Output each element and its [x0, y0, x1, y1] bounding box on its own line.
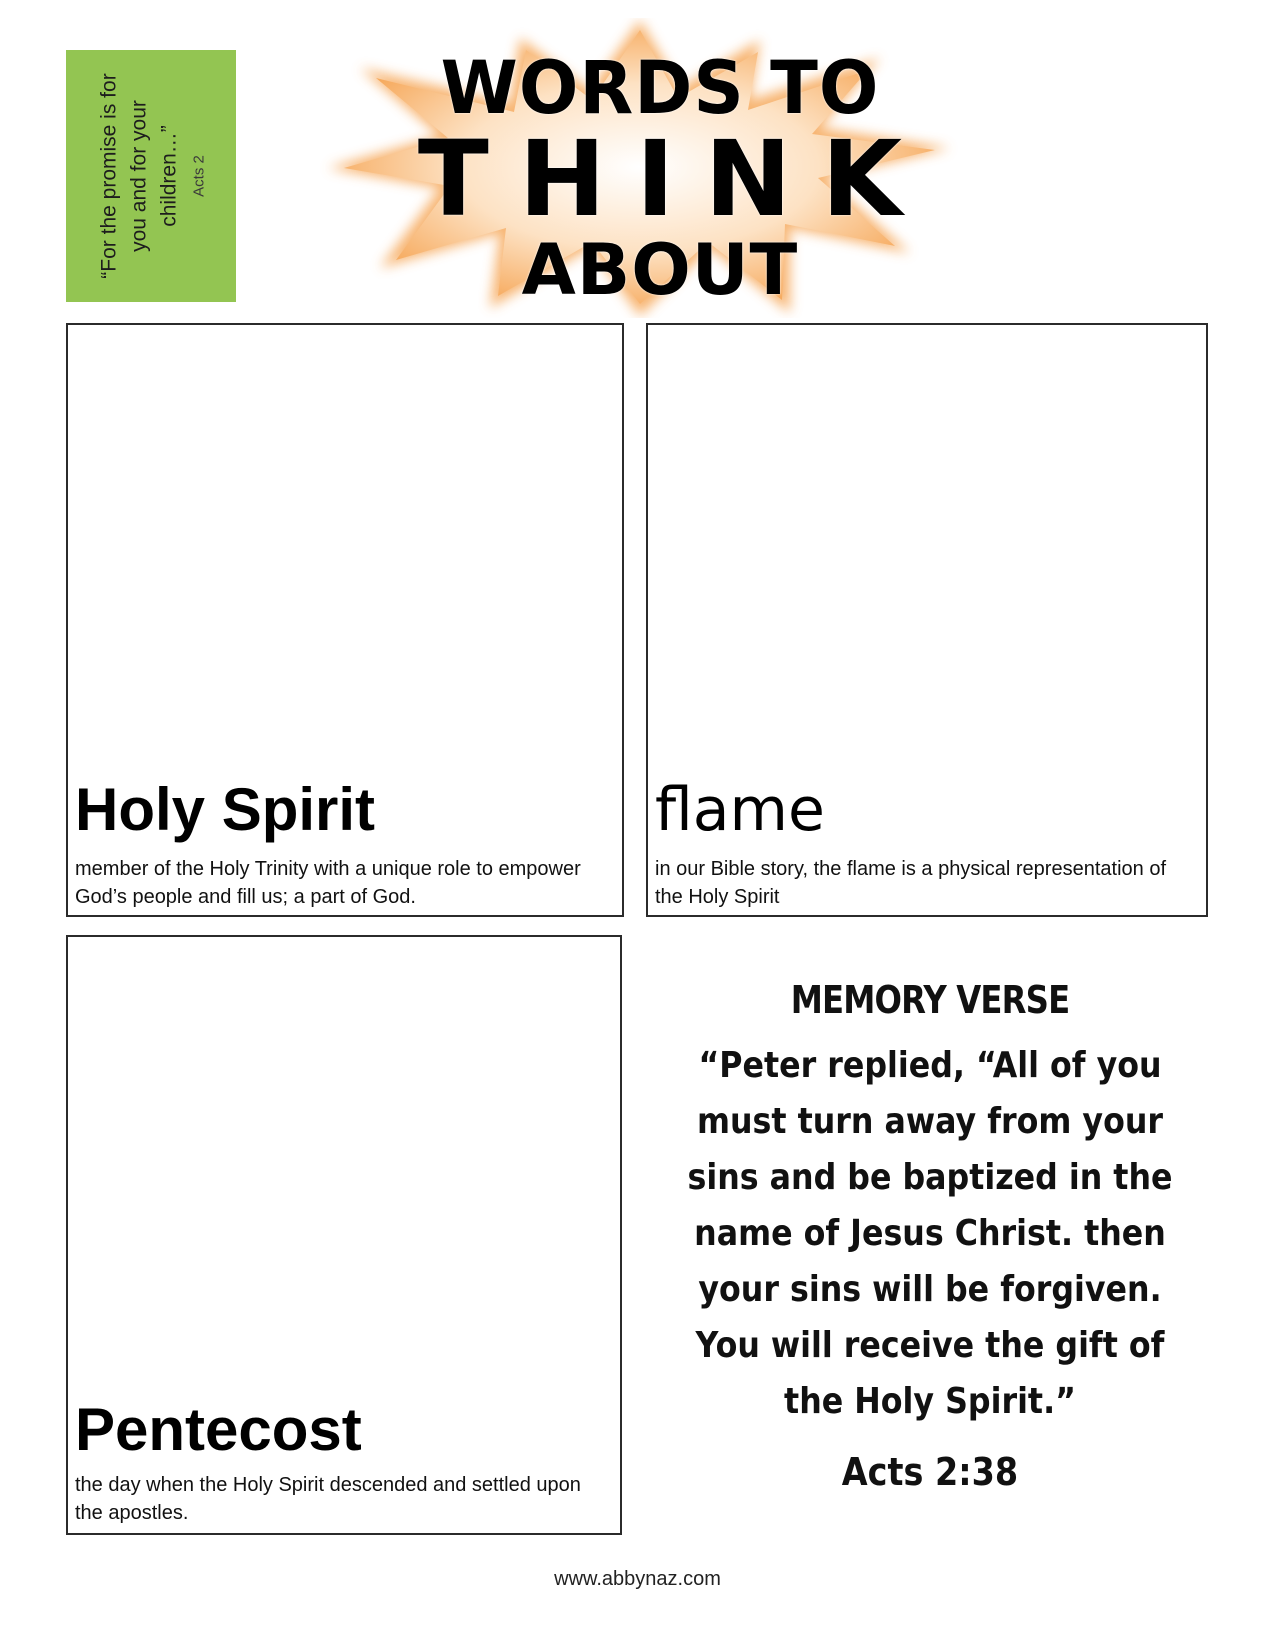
word-card-pentecost	[66, 935, 622, 1535]
card-word: Pentecost	[75, 1396, 362, 1463]
memory-verse-text: “Peter replied, “All of you must turn away from your sins and be baptized in the name of Jesus Christ. then your sins will be forgiven. You will receive the gift of the Holy Spirit.”	[687, 1045, 1173, 1422]
title-line-2: THINK	[417, 118, 933, 240]
card-word: Holy Spirit	[75, 776, 376, 843]
card-definition: the day when the Holy Spirit descended and settled upon the apostles.	[75, 1474, 581, 1524]
card-definition: member of the Holy Trinity with a unique role to empower God’s people and fill us; a part of God.	[75, 858, 581, 908]
memory-verse-section	[650, 970, 1210, 1502]
title-line-1: WORDS TO	[440, 44, 880, 132]
word-card-holy-spirit	[66, 323, 624, 917]
card-definition: in our Bible story, the flame is a physical representation of the Holy Spirit	[655, 858, 1166, 908]
page-title	[380, 44, 940, 311]
promise-note-content	[95, 61, 208, 291]
title-line-3: ABOUT	[521, 229, 799, 311]
memory-verse-heading: MEMORY VERSE	[790, 978, 1070, 1022]
promise-quote: “For the promise is for you and for your children…”	[97, 73, 181, 279]
card-word: flame	[655, 775, 825, 845]
website-footer: www.abbynaz.com	[554, 1568, 721, 1590]
promise-reference: Acts 2	[190, 155, 208, 197]
memory-verse-reference: Acts 2:38	[841, 1450, 1019, 1494]
word-card-flame	[646, 323, 1208, 917]
promise-note	[66, 50, 236, 302]
